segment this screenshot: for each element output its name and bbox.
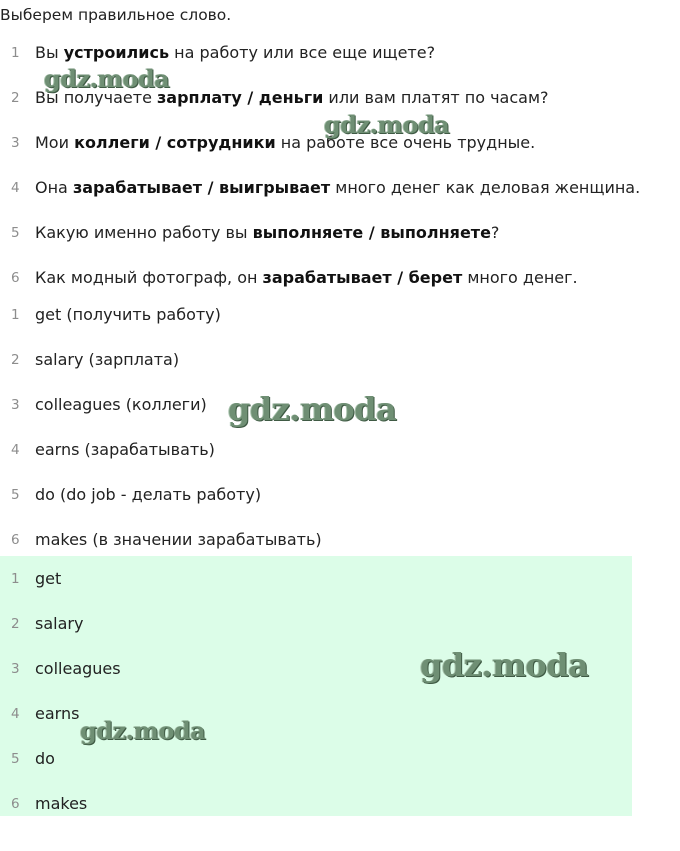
instruction-text: Выберем правильное слово. (0, 6, 232, 24)
list-item (0, 646, 632, 691)
translation-text: makes (в значении зарабатывать) (35, 529, 322, 549)
sentence-text: Вы устроились на работу или все еще ищете? (35, 42, 436, 62)
item-number: 3 (11, 396, 20, 413)
watermark: gdz.moda (80, 716, 206, 745)
list-item (0, 120, 632, 165)
sentence-text: Мои коллеги / сотрудники на работе все очень трудные. (35, 132, 536, 152)
sentence-text: Она зарабатывает / выигрывает много денег как деловая женщина. (35, 177, 641, 197)
translation-text: colleagues (коллеги) (35, 394, 207, 414)
list-item (0, 601, 632, 646)
translation-text: salary (зарплата) (35, 349, 180, 369)
list-item (0, 337, 632, 382)
list-item (0, 427, 632, 472)
translation-text: earns (зарабатывать) (35, 439, 215, 459)
list-item (0, 556, 632, 601)
answer-text: do (35, 748, 55, 768)
list-item (0, 382, 632, 427)
item-number: 2 (11, 615, 20, 632)
item-number: 2 (11, 89, 20, 106)
item-number: 4 (11, 441, 20, 458)
watermark: gdz.moda (420, 646, 589, 684)
item-number: 5 (11, 750, 20, 767)
list-item (0, 691, 632, 736)
item-number: 1 (11, 306, 20, 323)
sentence-text: Вы получаете зарплату / деньги или вам платят по часам? (35, 87, 549, 107)
item-number: 4 (11, 179, 20, 196)
answer-text: makes (35, 793, 88, 813)
sentence-text: Какую именно работу вы выполняете / выполняете? (35, 222, 500, 242)
translation-text: do (do job - делать работу) (35, 484, 262, 504)
list-item (0, 781, 632, 826)
item-number: 4 (11, 705, 20, 722)
item-number: 3 (11, 660, 20, 677)
list-item (0, 30, 632, 75)
item-number: 3 (11, 134, 20, 151)
answer-text: salary (35, 613, 84, 633)
item-number: 1 (11, 570, 20, 587)
answer-list (0, 556, 632, 816)
translation-list (0, 292, 632, 562)
watermark: gdz.moda (324, 110, 450, 139)
list-item (0, 736, 632, 781)
list-item (0, 292, 632, 337)
item-number: 1 (11, 44, 20, 61)
item-number: 2 (11, 351, 20, 368)
watermark: gdz.moda (228, 390, 397, 428)
answer-text: earns (35, 703, 80, 723)
list-item (0, 472, 632, 517)
sentence-text: Как модный фотограф, он зарабатывает / берет много денег. (35, 267, 578, 287)
watermark: gdz.moda (44, 64, 170, 93)
item-number: 6 (11, 269, 20, 286)
item-number: 6 (11, 531, 20, 548)
sentence-list (0, 30, 641, 300)
item-number: 5 (11, 224, 20, 241)
answer-text: colleagues (35, 658, 121, 678)
item-number: 6 (11, 795, 20, 812)
translation-text: get (получить работу) (35, 304, 221, 324)
list-item (0, 75, 632, 120)
list-item (0, 210, 632, 255)
answer-text: get (35, 568, 62, 588)
item-number: 5 (11, 486, 20, 503)
list-item (0, 165, 641, 210)
